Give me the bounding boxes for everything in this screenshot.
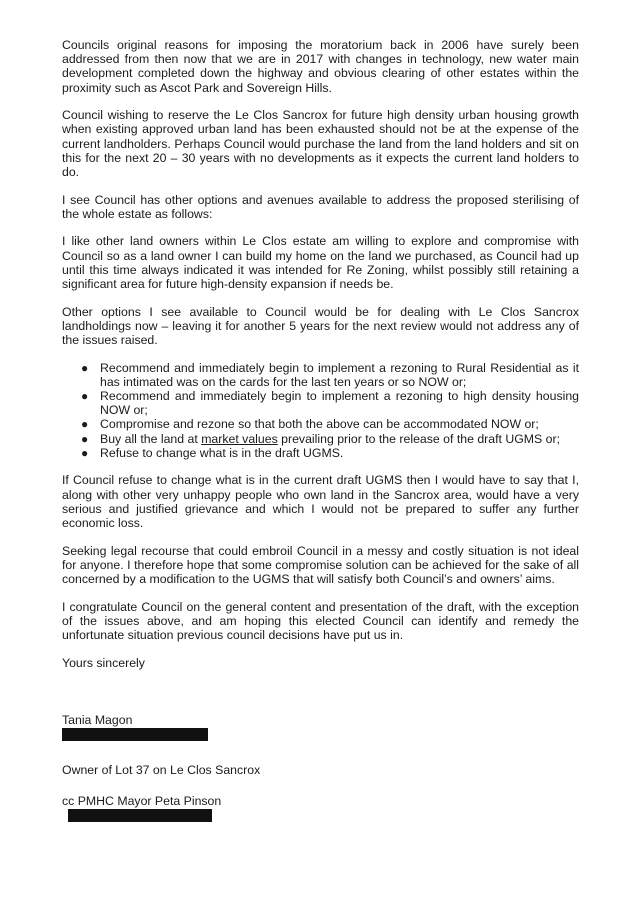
paragraph-compromise: I like other land owners within Le Clos estate am willing to explore and compromise with Council so as a land owner I can build my home on the land we purchased, as Council had up until this time always indicated it was intended for Re Zoning, whilst possibly still retaining a significant area for future high-density expansion if needs be.	[62, 234, 579, 292]
list-item-text: Compromise and rezone so that both the above can be accommodated NOW or;	[100, 417, 539, 432]
bullet-icon: ●	[81, 360, 89, 375]
bullet-icon: ●	[81, 431, 89, 446]
signature-space	[62, 683, 579, 713]
list-item-text-post: prevailing prior to the release of the draft UGMS or;	[277, 431, 561, 446]
redaction-bar	[62, 728, 208, 741]
paragraph-reserve-land: Council wishing to reserve the Le Clos Sancrox for future high density urban housing growth when existing approved urban land has been exhausted should not be at the expense of the current landholders. Perhaps Council would purchase the land from the land holders and sit on this for the next 20 – 30 years with no developments as it expects the current land holders to do.	[62, 108, 579, 180]
signature-name: Tania Magon	[62, 713, 133, 728]
bullet-icon: ●	[81, 389, 89, 404]
list-item	[81, 431, 579, 446]
signoff: Yours sincerely	[62, 655, 145, 670]
paragraph-legal-recourse: Seeking legal recourse that could embroil Council in a messy and costly situation is not ideal for anyone. I therefore hope that some compromise solution can be achieved for the sake of all concerned by a modification to the UGMS that will satisfy both Council’s and owners’ aims.	[62, 543, 579, 587]
cc-line: cc PMHC Mayor Peta Pinson	[62, 793, 222, 808]
list-item-text: Recommend and immediately begin to implement a rezoning to Rural Residential as it has intimated was on the cards for the last ten years or so NOW or;	[100, 360, 579, 389]
list-item	[81, 445, 579, 460]
owner-line: Owner of Lot 37 on Le Clos Sancrox	[62, 763, 261, 778]
list-item-text-pre: Buy all the land at	[100, 431, 202, 446]
list-item	[81, 360, 579, 389]
paragraph-other-options: Other options I see available to Council would be for dealing with Le Clos Sancrox landholdings now – leaving it for another 5 years for the next review would not address any of the issues raised.	[62, 304, 579, 348]
list-item-text: Refuse to change what is in the draft UGMS.	[100, 445, 344, 460]
letter-body	[62, 38, 579, 822]
list-item	[81, 417, 579, 432]
list-item	[81, 389, 579, 418]
redaction-bar	[68, 809, 212, 822]
paragraph-congratulate: I congratulate Council on the general content and presentation of the draft, with the exception of the issues above, and am hoping this elected Council can identify and remedy the unfortunate situation previous council decisions have put us in.	[62, 599, 579, 643]
market-values-underlined: market values	[201, 431, 278, 446]
paragraph-moratorium: Councils original reasons for imposing the moratorium back in 2006 have surely been addressed from then now that we are in 2017 with changes in technology, new water main development completed down the highway and obvious clearing of other estates within the proximity such as Ascot Park and Sovereign Hills.	[62, 38, 579, 95]
options-list	[62, 361, 579, 460]
paragraph-options-intro: I see Council has other options and avenues available to address the proposed sterilising of the whole estate as follows:	[62, 192, 579, 221]
list-item-text: Recommend and immediately begin to implement a rezoning to high density housing NOW or;	[100, 389, 579, 418]
bullet-icon: ●	[81, 445, 89, 460]
paragraph-grievance: If Council refuse to change what is in the current draft UGMS then I would have to say that I, along with other very unhappy people who own land in the Sancrox area, would have a very serious and justified grievance and which I would not be prepared to suffer any further economic loss.	[62, 473, 579, 531]
bullet-icon: ●	[81, 417, 89, 432]
